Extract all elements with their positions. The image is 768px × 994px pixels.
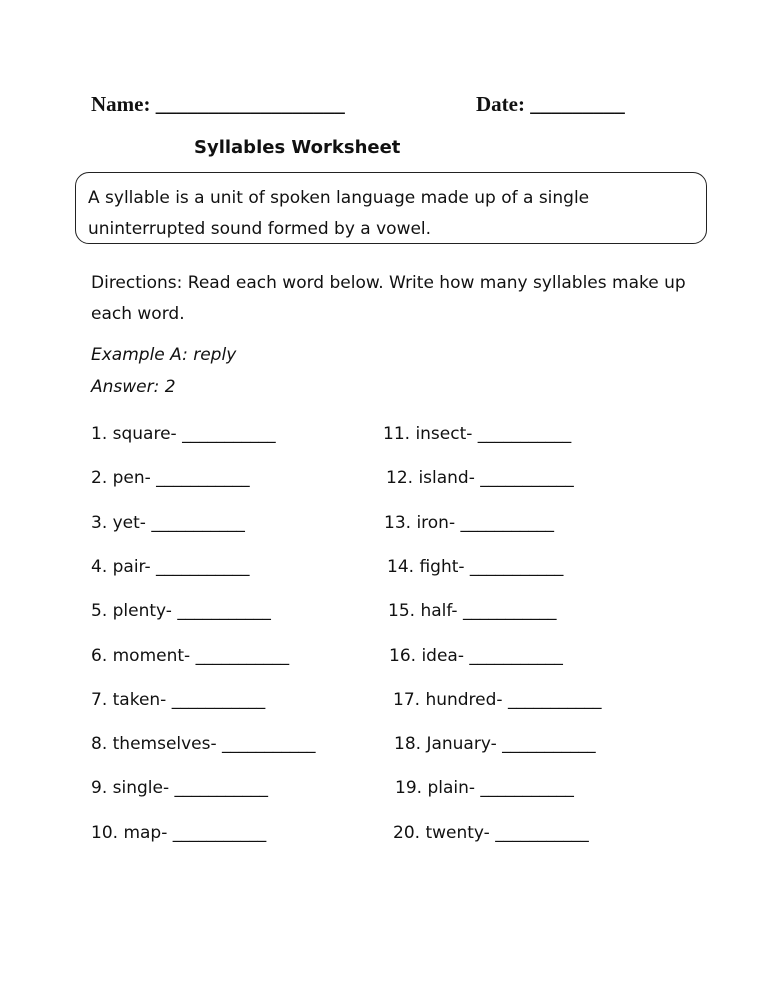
word-item-20[interactable]: 20. twenty- ___________ <box>393 822 589 843</box>
directions-text: Directions: Read each word below. Write how many syllables make up each word. <box>91 273 686 324</box>
example-answer: Answer: 2 <box>91 377 176 397</box>
word-item-9[interactable]: 9. single- ___________ <box>91 778 268 799</box>
example-prompt: Example A: reply <box>91 345 237 365</box>
word-item-12[interactable]: 12. island- ___________ <box>386 468 574 489</box>
word-item-17[interactable]: 17. hundred- ___________ <box>393 689 602 710</box>
word-item-3[interactable]: 3. yet- ___________ <box>91 512 245 533</box>
word-item-1[interactable]: 1. square- ___________ <box>91 424 276 444</box>
word-item-15[interactable]: 15. half- ___________ <box>388 601 557 622</box>
definition-box <box>75 172 707 244</box>
word-item-13[interactable]: 13. iron- ___________ <box>384 512 554 533</box>
word-item-14[interactable]: 14. fight- ___________ <box>387 556 564 577</box>
word-item-10[interactable]: 10. map- ___________ <box>91 822 267 843</box>
word-item-8[interactable]: 8. themselves- ___________ <box>91 734 316 755</box>
name-field[interactable]: Name: __________________ <box>91 92 345 116</box>
word-item-6[interactable]: 6. moment- ___________ <box>91 645 290 666</box>
word-item-2[interactable]: 2. pen- ___________ <box>91 468 250 489</box>
word-item-11[interactable]: 11. insect- ___________ <box>383 424 572 444</box>
date-field[interactable]: Date: _________ <box>476 92 625 116</box>
word-item-5[interactable]: 5. plenty- ___________ <box>91 601 271 622</box>
word-item-7[interactable]: 7. taken- ___________ <box>91 689 266 710</box>
worksheet-title: Syllables Worksheet <box>194 137 401 158</box>
word-item-4[interactable]: 4. pair- ___________ <box>91 556 250 577</box>
definition-text: A syllable is a unit of spoken language made up of a single uninterrupted sound formed by a vowel. <box>88 188 590 239</box>
word-item-19[interactable]: 19. plain- ___________ <box>395 778 574 799</box>
word-item-16[interactable]: 16. idea- ___________ <box>389 645 563 666</box>
word-item-18[interactable]: 18. January- ___________ <box>394 734 596 755</box>
